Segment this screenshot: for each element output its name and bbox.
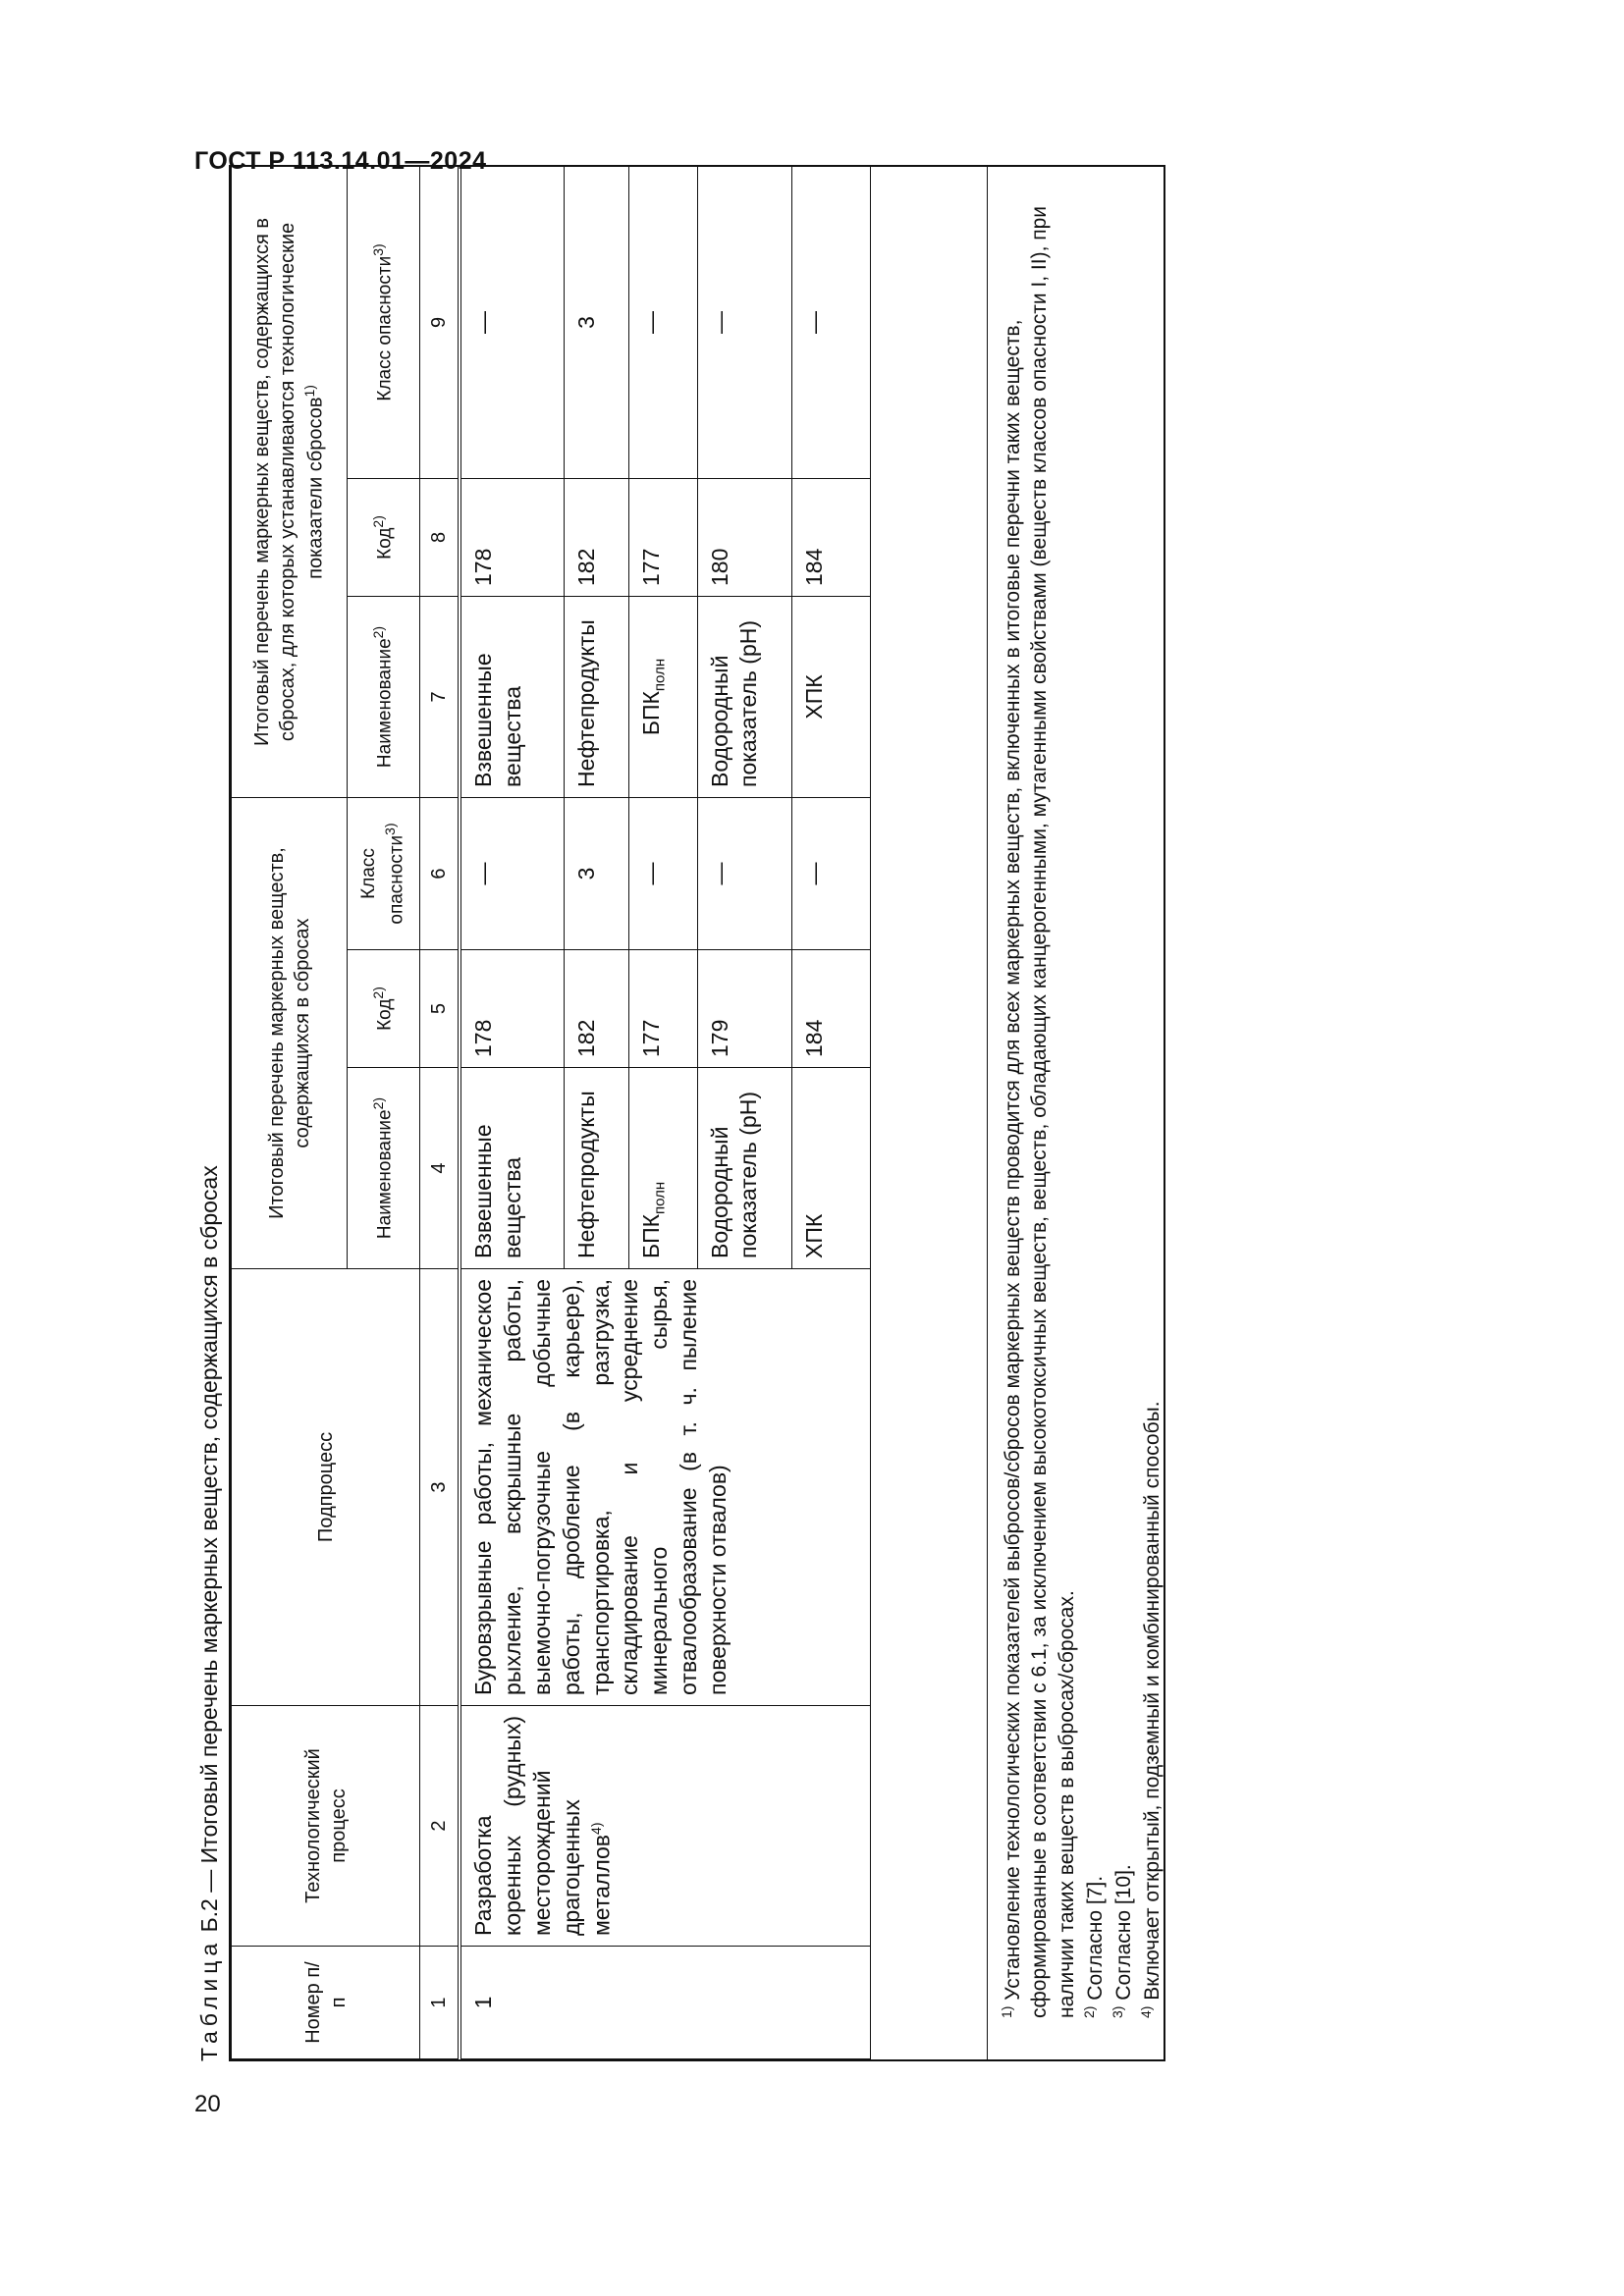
column-number: 7 — [420, 596, 460, 797]
indicator-hazard: 3 — [564, 166, 628, 478]
footnote-mark: 1) — [999, 2005, 1014, 2018]
header-hazard-2-text: Класс опасности — [374, 255, 396, 401]
column-number: 8 — [420, 478, 460, 596]
footnote-ref-4: 4) — [587, 1822, 604, 1835]
rotated-table-area — [189, 167, 1171, 2061]
header-code-1 — [348, 950, 420, 1068]
footnote-ref-2: 2) — [369, 987, 386, 999]
footnote-ref-2: 2) — [369, 1096, 386, 1110]
column-number: 3 — [420, 1269, 460, 1706]
indicator-name: Взвешенные вещества — [460, 596, 564, 797]
indicator-hazard: — — [460, 166, 564, 478]
footnote — [1109, 181, 1137, 2046]
footnote-ref-2: 2) — [369, 515, 386, 528]
column-number: 2 — [420, 1706, 460, 1947]
substance-code: 184 — [791, 950, 870, 1068]
indicator-name: ХПК — [791, 596, 870, 797]
substance-code: 178 — [460, 950, 564, 1068]
header-num: Номер п/п — [232, 1947, 420, 2059]
footnote-text: Согласно [7]. — [1083, 1875, 1107, 2001]
header-name-2-text: Наименование — [374, 638, 396, 769]
header-code-1-text: Код — [374, 998, 396, 1031]
substance-hazard: — — [628, 797, 697, 949]
indicator-name-text: БПК — [637, 691, 664, 736]
indicator-hazard: — — [628, 166, 697, 478]
substance-hazard: — — [697, 797, 791, 949]
header-name-2 — [348, 596, 420, 797]
footnote-ref-2: 2) — [369, 625, 386, 639]
indicator-hazard: — — [791, 166, 870, 478]
substance-code: 182 — [564, 950, 628, 1068]
footnote — [998, 181, 1080, 2046]
footnote-text: Включает открытый, подземный и комбинированный способы. — [1141, 1401, 1164, 2001]
footnote-mark: 4) — [1138, 2005, 1155, 2018]
header-hazard-1 — [348, 797, 420, 949]
substance-hazard: — — [460, 797, 564, 949]
footnote — [1137, 181, 1165, 2046]
header-group-indicators — [232, 166, 348, 797]
footnotes — [987, 167, 1166, 2059]
caption-label: Таблица — [196, 1938, 222, 2061]
substance-name: ХПК — [791, 1068, 870, 1269]
page-number: 20 — [194, 2091, 221, 2117]
footnote-ref-3: 3) — [382, 823, 399, 835]
indicator-code: 178 — [460, 478, 564, 596]
indicator-code: 184 — [791, 478, 870, 596]
substance-code: 177 — [628, 950, 697, 1068]
indicator-hazard: — — [697, 166, 791, 478]
footnote-ref-1: 1) — [301, 385, 318, 398]
header-name-1-text: Наименование — [374, 1109, 396, 1240]
substance-name-subscript: полн — [651, 1181, 669, 1214]
footnote-mark: 2) — [1080, 2005, 1097, 2018]
indicator-name-subscript: полн — [651, 658, 669, 692]
header-hazard-2 — [348, 166, 420, 478]
indicator-code: 182 — [564, 478, 628, 596]
table-row — [460, 166, 564, 2058]
indicator-name — [628, 596, 697, 797]
substance-name — [628, 1068, 697, 1269]
indicator-code: 180 — [697, 478, 791, 596]
footnote-text: Согласно [10]. — [1112, 1864, 1136, 2001]
header-group-indicators-text: Итоговый перечень маркерных веществ, содержащихся в сбросах, для которых устанавливаются технологические показатели сбросов — [251, 218, 327, 746]
footnote-text: Установление технологических показателей выбросов/сбросов маркерных веществ проводится для всех маркерных веществ, включенных в итоговые перечни таких веществ, сформированные в соответствии с 6.1, за исключением высокотоксичных веществ, веществ, обладающих канцерогенными, мутагенными свойствами (веществ классов опасности I, II), при наличии таких веществ в выбросах/сбросах. — [1001, 205, 1078, 2018]
row-number: 1 — [460, 1947, 870, 2059]
substance-name: Нефтепродукты — [564, 1068, 628, 1269]
indicator-name: Нефтепродукты — [564, 596, 628, 797]
table-caption — [189, 1165, 229, 2061]
table-frame — [229, 165, 1165, 2061]
substance-hazard: 3 — [564, 797, 628, 949]
header-group-substances: Итоговый перечень маркерных веществ, содержащихся в сбросах — [232, 797, 348, 1268]
substance-name: Взвешенные вещества — [460, 1068, 564, 1269]
header-hazard-1-text: Класс опасности — [357, 834, 407, 925]
caption-text: Б.2 — Итоговый перечень маркерных веществ, содержащихся в сбросах — [196, 1165, 222, 1939]
column-number: 6 — [420, 797, 460, 949]
header-name-1 — [348, 1068, 420, 1269]
substance-hazard: — — [791, 797, 870, 949]
document-header: ГОСТ Р 113.14.01—2024 — [194, 147, 487, 175]
footnote — [1080, 181, 1109, 2046]
column-number: 5 — [420, 950, 460, 1068]
header-code-2 — [348, 478, 420, 596]
column-number: 9 — [420, 166, 460, 478]
substance-code: 179 — [697, 950, 791, 1068]
header-tech-process: Технологический процесс — [232, 1706, 420, 1947]
header-code-2-text: Код — [374, 527, 396, 560]
subprocess-cell: Буровзрывные работы, механическое рыхление, вскрышные работы, выемочно-погрузочные добычные работы, дробление (в карьере), транспортировка, разгрузка, складирование и усреднение минерального сырья, отвалообразование (в т. ч. пыление поверхности отвалов) — [460, 1269, 870, 1706]
indicator-name: Водородный показатель (pH) — [697, 596, 791, 797]
footnote-ref-3: 3) — [369, 243, 386, 256]
column-number: 1 — [420, 1947, 460, 2059]
footnote-mark: 3) — [1110, 2005, 1126, 2018]
substance-name: Водородный показатель (pH) — [697, 1068, 791, 1269]
substance-name-text: БПК — [637, 1213, 664, 1258]
tech-process-cell — [460, 1706, 870, 1947]
tech-process-text: Разработка коренных (рудных) месторождений драгоценных металлов — [470, 1716, 615, 1936]
indicator-code: 177 — [628, 478, 697, 596]
header-subprocess: Подпроцесс — [232, 1269, 420, 1706]
column-number: 4 — [420, 1068, 460, 1269]
marker-substances-table — [231, 166, 871, 2059]
